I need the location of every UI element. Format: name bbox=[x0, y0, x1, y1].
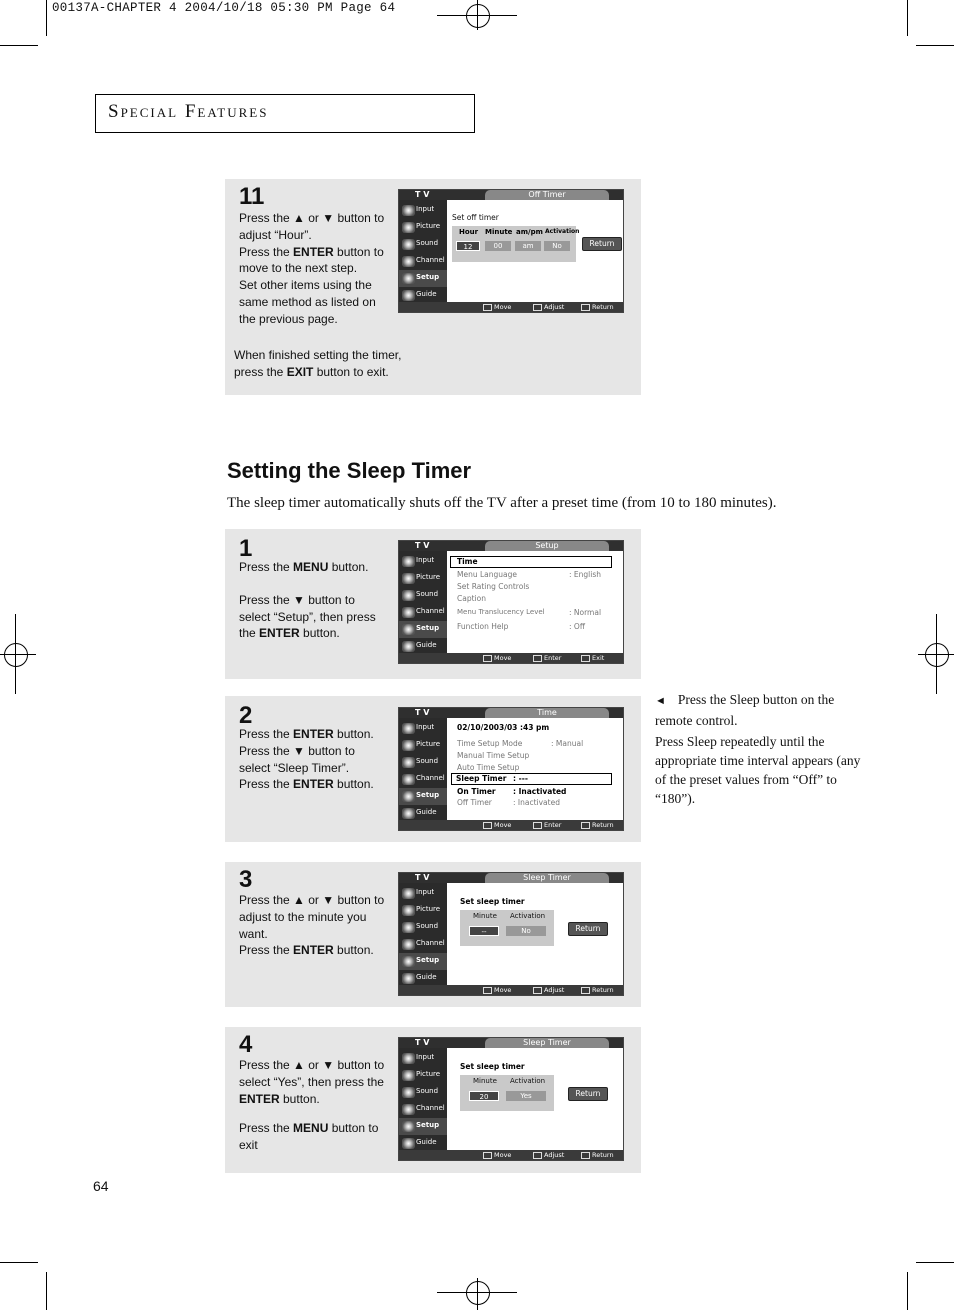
picture-icon bbox=[402, 905, 415, 916]
page-heading: Setting the Sleep Timer bbox=[227, 458, 472, 483]
osd-tv-label: T V bbox=[415, 873, 430, 882]
osd-menu-item-setup: Setup bbox=[399, 788, 447, 805]
picture-icon bbox=[402, 573, 415, 584]
print-header-line: 00137A-CHAPTER 4 2004/10/18 05:30 PM Page 64 bbox=[52, 1, 396, 15]
osd-hint-move: Move bbox=[483, 302, 511, 312]
osd-hint-bar bbox=[399, 820, 623, 830]
step-number: 3 bbox=[239, 866, 253, 893]
osd-menu-title: Setup bbox=[485, 541, 609, 551]
osd-tv-label: T V bbox=[415, 708, 430, 717]
guide-icon bbox=[402, 973, 415, 984]
instruction-line: Press the ▲ or ▼ button to bbox=[239, 1058, 385, 1072]
channel-icon bbox=[402, 607, 415, 618]
step-1-panel bbox=[225, 529, 641, 679]
channel-icon bbox=[402, 774, 415, 785]
osd-return-button: Return bbox=[582, 237, 622, 251]
adjust-icon bbox=[533, 987, 542, 994]
osd-sidebar bbox=[399, 551, 447, 653]
instruction-line: adjust “Hour”. bbox=[239, 227, 312, 242]
osd-sidebar bbox=[399, 1048, 447, 1150]
crop-mark bbox=[0, 45, 38, 46]
osd-menu-item-input: Input bbox=[399, 720, 447, 737]
osd-menu-row-value: : Manual bbox=[551, 739, 584, 748]
instruction-line: want. bbox=[239, 926, 268, 941]
registration-mark-icon bbox=[466, 4, 490, 28]
step-number: 4 bbox=[239, 1031, 253, 1058]
registration-line bbox=[477, 0, 478, 30]
side-note-p1: Press the Sleep button on the remote control. bbox=[655, 692, 835, 728]
osd-hint-move: Move bbox=[483, 653, 511, 663]
osd-menu-item-sound: Sound bbox=[399, 754, 447, 771]
osd-menu-row-label: Sleep Timer bbox=[456, 774, 507, 783]
registration-line bbox=[477, 1278, 478, 1310]
instruction-line: adjust to the minute you bbox=[239, 909, 367, 924]
osd-menu-item-channel: Channel bbox=[399, 604, 447, 621]
osd-field-label: Minute bbox=[485, 228, 513, 236]
osd-field-label: Minute bbox=[473, 912, 497, 920]
crop-mark bbox=[907, 1272, 908, 1310]
step-instructions bbox=[239, 726, 399, 793]
osd-hint-adjust: Adjust bbox=[533, 985, 564, 995]
registration-line bbox=[15, 614, 16, 694]
osd-menu-row-label: Manual Time Setup bbox=[457, 751, 530, 760]
tv-osd-screen bbox=[398, 540, 624, 664]
osd-hint-adjust: Adjust bbox=[533, 302, 564, 312]
osd-menu-item-sound: Sound bbox=[399, 587, 447, 604]
osd-menu-title: Sleep Timer bbox=[485, 1038, 609, 1048]
osd-hint-move: Move bbox=[483, 1150, 511, 1160]
instruction-line: select “Yes”, then press the bbox=[239, 1074, 384, 1089]
step-instructions bbox=[239, 559, 399, 642]
instruction-line: Press the MENU button. bbox=[239, 560, 369, 574]
instruction-line: Press the ENTER button. bbox=[239, 943, 374, 958]
osd-menu-item-setup: Setup bbox=[399, 621, 447, 638]
instruction-line: Press the ENTER button. bbox=[239, 777, 374, 792]
osd-content bbox=[447, 883, 623, 985]
osd-menu-item-input: Input bbox=[399, 1050, 447, 1067]
osd-menu-row-label: Off Timer bbox=[457, 798, 492, 807]
finish-note bbox=[234, 347, 424, 380]
osd-minute-field: -- bbox=[469, 926, 499, 936]
tv-osd-screen bbox=[398, 872, 624, 996]
osd-activation-field: No bbox=[544, 241, 570, 251]
osd-content bbox=[447, 551, 623, 653]
osd-menu-row-label: On Timer bbox=[457, 787, 496, 796]
osd-menu-item-input: Input bbox=[399, 202, 447, 219]
osd-content bbox=[447, 200, 623, 302]
osd-sidebar bbox=[399, 200, 447, 302]
osd-heading: Set sleep timer bbox=[460, 1062, 525, 1071]
enter-icon bbox=[533, 655, 542, 662]
osd-heading: Set off timer bbox=[452, 213, 499, 222]
side-note-p2: Press Sleep repeatedly until the appropriate time interval appears (any of the preset values from “Off” to “180”). bbox=[655, 734, 861, 806]
crop-mark bbox=[916, 1262, 954, 1263]
channel-icon bbox=[402, 939, 415, 950]
instruction-line: same method as listed on bbox=[239, 294, 376, 309]
setup-icon bbox=[402, 791, 415, 802]
step-number: 2 bbox=[239, 702, 253, 729]
osd-date-time: 02/10/2003/03 :43 pm bbox=[457, 723, 550, 732]
osd-activation-field: Yes bbox=[506, 1091, 546, 1101]
osd-field-label: Activation bbox=[510, 912, 546, 920]
instruction-line: Set other items using the bbox=[239, 278, 372, 293]
crop-mark bbox=[0, 1262, 38, 1263]
osd-menu-item-guide: Guide bbox=[399, 805, 447, 822]
finish-line: press the EXIT button to exit. bbox=[234, 364, 389, 379]
osd-menu-row-value: : Normal bbox=[569, 608, 602, 617]
registration-line bbox=[0, 654, 36, 655]
osd-menu-item-channel: Channel bbox=[399, 253, 447, 270]
setup-icon bbox=[402, 1121, 415, 1132]
osd-menu-item-guide: Guide bbox=[399, 1135, 447, 1152]
intro-paragraph: The sleep timer automatically shuts off the TV after a preset time (from 10 to 180 minutes). bbox=[227, 495, 777, 511]
osd-menu-item-setup: Setup bbox=[399, 1118, 447, 1135]
osd-menu-item-picture: Picture bbox=[399, 1067, 447, 1084]
input-icon bbox=[402, 888, 415, 899]
instruction-line: move to the next step. bbox=[239, 261, 358, 276]
move-icon bbox=[483, 304, 492, 311]
picture-icon bbox=[402, 1070, 415, 1081]
input-icon bbox=[402, 1053, 415, 1064]
osd-hint-bar bbox=[399, 302, 623, 312]
osd-menu-item-sound: Sound bbox=[399, 919, 447, 936]
osd-menu-item-picture: Picture bbox=[399, 219, 447, 236]
osd-hint-adjust: Adjust bbox=[533, 1150, 564, 1160]
instruction-line: Press the ENTER button. bbox=[239, 727, 374, 741]
osd-menu-item-sound: Sound bbox=[399, 1084, 447, 1101]
osd-menu-item-input: Input bbox=[399, 553, 447, 570]
setup-icon bbox=[402, 273, 415, 284]
osd-hint-bar bbox=[399, 1150, 623, 1160]
osd-ampm-field: am bbox=[515, 241, 541, 251]
exit-icon bbox=[581, 655, 590, 662]
osd-field-label: Activation bbox=[545, 228, 580, 235]
osd-menu-row-label: Time bbox=[457, 557, 478, 566]
osd-tv-label: T V bbox=[415, 541, 430, 550]
return-icon bbox=[581, 987, 590, 994]
osd-menu-row-label: Set Rating Controls bbox=[457, 582, 530, 591]
osd-menu-item-picture: Picture bbox=[399, 737, 447, 754]
sound-icon bbox=[402, 239, 415, 250]
osd-field-label: Activation bbox=[510, 1077, 546, 1085]
tv-osd-screen bbox=[398, 189, 624, 313]
tv-osd-screen bbox=[398, 1037, 624, 1161]
osd-field-label: am/pm bbox=[516, 228, 543, 236]
input-icon bbox=[402, 205, 415, 216]
osd-hour-field: 12 bbox=[456, 241, 480, 251]
osd-hint-move: Move bbox=[483, 820, 511, 830]
move-icon bbox=[483, 655, 492, 662]
osd-hint-move: Move bbox=[483, 985, 511, 995]
osd-menu-row-label: Auto Time Setup bbox=[457, 763, 520, 772]
move-icon bbox=[483, 987, 492, 994]
osd-field-label: Hour bbox=[459, 228, 479, 236]
osd-menu-row-label: Menu Language bbox=[457, 570, 517, 579]
pointer-arrow-icon: ◄ bbox=[655, 695, 666, 707]
registration-mark-icon bbox=[4, 643, 28, 667]
guide-icon bbox=[402, 1138, 415, 1149]
guide-icon bbox=[402, 290, 415, 301]
osd-minute-field: 20 bbox=[469, 1091, 499, 1101]
osd-heading: Set sleep timer bbox=[460, 897, 525, 906]
instruction-line: Press the ▲ or ▼ button to bbox=[239, 893, 385, 907]
osd-hint-bar bbox=[399, 985, 623, 995]
osd-menu-title: Sleep Timer bbox=[485, 873, 609, 883]
side-note bbox=[655, 690, 873, 808]
instruction-line: ENTER button. bbox=[239, 1091, 320, 1106]
osd-menu-row-label: Time Setup Mode bbox=[457, 739, 523, 748]
registration-line bbox=[936, 614, 937, 694]
osd-menu-row-label: Caption bbox=[457, 594, 486, 603]
page-number: 64 bbox=[93, 1178, 109, 1194]
step-instructions bbox=[239, 210, 399, 328]
osd-menu-row-value: : Off bbox=[569, 622, 585, 631]
picture-icon bbox=[402, 740, 415, 751]
instruction-line: Press the ▲ or ▼ button to bbox=[239, 211, 385, 225]
step-number: 11 bbox=[239, 183, 265, 210]
setup-icon bbox=[402, 624, 415, 635]
adjust-icon bbox=[533, 1152, 542, 1159]
osd-menu-item-channel: Channel bbox=[399, 936, 447, 953]
osd-return-button: Return bbox=[568, 922, 608, 936]
instruction-line: Press the ▼ button to bbox=[239, 743, 355, 758]
osd-activation-field: No bbox=[506, 926, 546, 936]
osd-menu-item-sound: Sound bbox=[399, 236, 447, 253]
osd-menu-item-channel: Channel bbox=[399, 1101, 447, 1118]
osd-menu-row-value: : English bbox=[569, 570, 601, 579]
osd-sidebar bbox=[399, 718, 447, 820]
osd-return-button: Return bbox=[568, 1087, 608, 1101]
instruction-line: the ENTER button. bbox=[239, 626, 340, 641]
osd-hint-return: Return bbox=[581, 1150, 614, 1160]
move-icon bbox=[483, 1152, 492, 1159]
osd-menu-row-value: : Inactivated bbox=[513, 798, 560, 807]
osd-menu-item-guide: Guide bbox=[399, 638, 447, 655]
osd-menu-item-guide: Guide bbox=[399, 287, 447, 304]
osd-hint-return: Return bbox=[581, 985, 614, 995]
return-icon bbox=[581, 822, 590, 829]
return-icon bbox=[581, 304, 590, 311]
picture-icon bbox=[402, 222, 415, 233]
registration-mark-icon bbox=[466, 1281, 490, 1305]
sound-icon bbox=[402, 922, 415, 933]
osd-menu-title: Time bbox=[485, 708, 609, 718]
osd-field-label: Minute bbox=[473, 1077, 497, 1085]
osd-hint-return: Return bbox=[581, 302, 614, 312]
crop-mark bbox=[916, 45, 954, 46]
osd-hint-enter: Enter bbox=[533, 653, 561, 663]
step-2-panel bbox=[225, 696, 641, 842]
move-icon bbox=[483, 822, 492, 829]
osd-tv-label: T V bbox=[415, 190, 430, 199]
step-number: 1 bbox=[239, 535, 253, 562]
osd-sidebar bbox=[399, 883, 447, 985]
input-icon bbox=[402, 723, 415, 734]
channel-icon bbox=[402, 1104, 415, 1115]
finish-line: When finished setting the timer, bbox=[234, 348, 402, 362]
osd-menu-item-picture: Picture bbox=[399, 570, 447, 587]
step-4-panel bbox=[225, 1027, 641, 1173]
osd-menu-row-value: : --- bbox=[513, 774, 528, 783]
instruction-line: select “Setup”, then press bbox=[239, 609, 376, 624]
instruction-line: Press the MENU button to bbox=[239, 1121, 379, 1136]
osd-menu-row-label: Menu Translucency Level bbox=[457, 608, 545, 616]
instruction-line: Press the ▼ button to bbox=[239, 592, 355, 607]
osd-hint-bar bbox=[399, 653, 623, 663]
osd-menu-row-value: : Inactivated bbox=[513, 787, 567, 796]
osd-menu-item-picture: Picture bbox=[399, 902, 447, 919]
osd-hint-exit: Exit bbox=[581, 653, 604, 663]
osd-menu-item-setup: Setup bbox=[399, 270, 447, 287]
setup-icon bbox=[402, 956, 415, 967]
registration-mark-icon bbox=[925, 643, 949, 667]
osd-content bbox=[447, 718, 623, 820]
channel-icon bbox=[402, 256, 415, 267]
sound-icon bbox=[402, 757, 415, 768]
osd-tv-label: T V bbox=[415, 1038, 430, 1047]
step-3-panel bbox=[225, 862, 641, 1007]
osd-minute-field: 00 bbox=[485, 241, 511, 251]
sound-icon bbox=[402, 1087, 415, 1098]
instruction-line: select “Sleep Timer”. bbox=[239, 760, 350, 775]
osd-menu-item-guide: Guide bbox=[399, 970, 447, 987]
adjust-icon bbox=[533, 304, 542, 311]
guide-icon bbox=[402, 808, 415, 819]
step-instructions bbox=[239, 1057, 399, 1154]
return-icon bbox=[581, 1152, 590, 1159]
input-icon bbox=[402, 556, 415, 567]
instruction-line: exit bbox=[239, 1138, 258, 1153]
crop-mark bbox=[46, 0, 47, 36]
osd-menu-row-label: Function Help bbox=[457, 622, 509, 631]
osd-content bbox=[447, 1048, 623, 1150]
instruction-line: Press the ENTER button to bbox=[239, 244, 384, 259]
osd-menu-item-setup: Setup bbox=[399, 953, 447, 970]
crop-mark bbox=[907, 0, 908, 36]
enter-icon bbox=[533, 822, 542, 829]
osd-menu-item-channel: Channel bbox=[399, 771, 447, 788]
section-title: Special Features bbox=[108, 101, 269, 122]
crop-mark bbox=[46, 1272, 47, 1310]
osd-hint-enter: Enter bbox=[533, 820, 561, 830]
osd-menu-item-input: Input bbox=[399, 885, 447, 902]
sound-icon bbox=[402, 590, 415, 601]
tv-osd-screen bbox=[398, 707, 624, 831]
osd-menu-title: Off Timer bbox=[485, 190, 609, 200]
guide-icon bbox=[402, 641, 415, 652]
step-instructions bbox=[239, 892, 399, 959]
osd-hint-return: Return bbox=[581, 820, 614, 830]
instruction-line: the previous page. bbox=[239, 311, 338, 326]
